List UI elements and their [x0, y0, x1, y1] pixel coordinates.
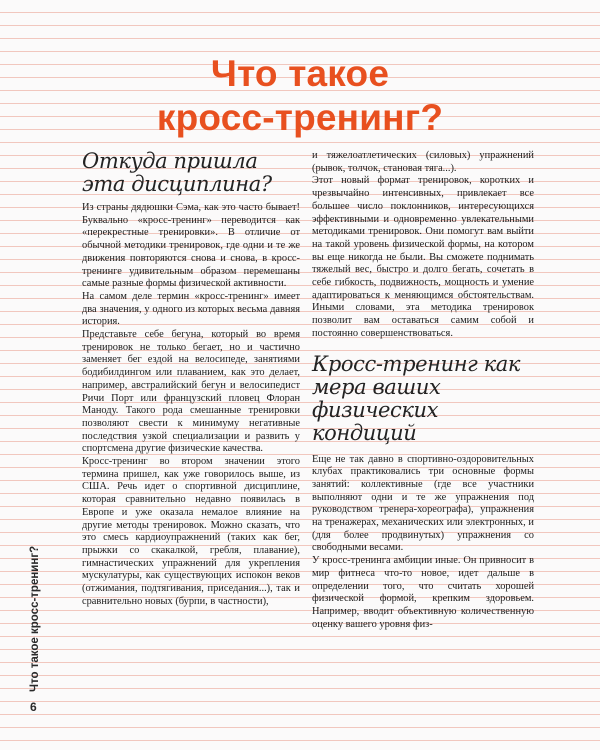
right-column [312, 150, 534, 631]
paragraph: Еще не так давно в спортивно-оздоровительных клубах практиковались три основные формы занятий: коллективные (где все участники выполняют одни и те же упражнения под руководством тренера-хореографа), упражнения на тренажерах, механических или электронных, и (для более продвинутых) упражнения со свободными весами. [312, 453, 534, 554]
paragraph: Кросс-тренинг во втором значении этого термина пришел, как уже говорилось выше, из США. Речь идет о спортивной дисциплине, которая сравнительно недавно появилась в Европе и уже оказала немалое влияние на другие методы тренировок. Можно сказать, что это смесь кардиоупражнений (таких как бег, прыжки со скакалкой, гребля, плавание), гимнастических упражнений для укрепления мускулатуры, как существующих испокон веков (отжимания, подтягивания, приседания...), так и сравнительно новых (бурпи, в частности), [82, 456, 300, 607]
section-heading-fitness-measure: Кросс-тренинг как мера ваших физических кондиций [312, 351, 521, 445]
paragraph: На самом деле термин «кросс-тренинг» имеет два значения, у одного из которых весьма давняя история. [82, 290, 300, 328]
page-number: 6 [30, 700, 37, 714]
page-title [0, 52, 600, 140]
page-title-line-2: кросс-тренинг? [156, 97, 444, 138]
paragraph: У кросс-тренинга амбиции иные. Он привносит в мир фитнеса что-то новое, идет дальше в определении того, что считать хорошей физической формой, крепким здоровьем. Например, вводит объективную количественную оценку вашего уровня физ- [312, 555, 534, 630]
left-column [82, 150, 300, 609]
paragraph: Из страны дядюшки Сэма, как это часто бывает! Буквально «кросс-тренинг» переводится как «перекрестные тренировки». В отличие от обычной методики тренировок, где одни и те же движения повторяются снова и снова, в кросс-тренинге удивительным образом перемешаны самые разные формы физической активности. [82, 202, 300, 290]
page-title-line-1: Что такое [210, 53, 390, 94]
running-header-vertical: Что такое кросс-тренинг? [29, 545, 41, 692]
paragraph: Представьте себе бегуна, который во время тренировок не только бегает, но и частично заменяет бег ездой на велосипеде, занятиями бодибилдингом или плаванием, как это делает, например, австралийский бегун и велосипедист Ричи Порт или французский пловец Флоран Маноду. Такого рода смешанные тренировки позволяют свести к минимуму негативные последствия узкой специализации и развить у спортсмена другие физические качества. [82, 329, 300, 455]
section-heading-origin: Откуда пришла эта дисциплина? [82, 149, 272, 196]
paragraph: и тяжелоатлетических (силовых) упражнений (рывок, толчок, становая тяга...). [312, 150, 534, 174]
paragraph: Этот новый формат тренировок, коротких и чрезвычайно интенсивных, привлекает все большее число поклонников, интересующихся эффективными и одновременно увлекательными методиками тренировок. Они помогут вам выйти на такой уровень физической формы, на котором вы еще никогда не были. Вы сможете поднимать тяжелый вес, быстро и долго бегать, сочетать в себе гибкость, подвижность, мощность и умение адаптироваться к меняющимся обстоятельствам. Иными словами, эта методика тренировок позволит вам оставаться самим собой и постоянно совершенствоваться. [312, 175, 534, 339]
